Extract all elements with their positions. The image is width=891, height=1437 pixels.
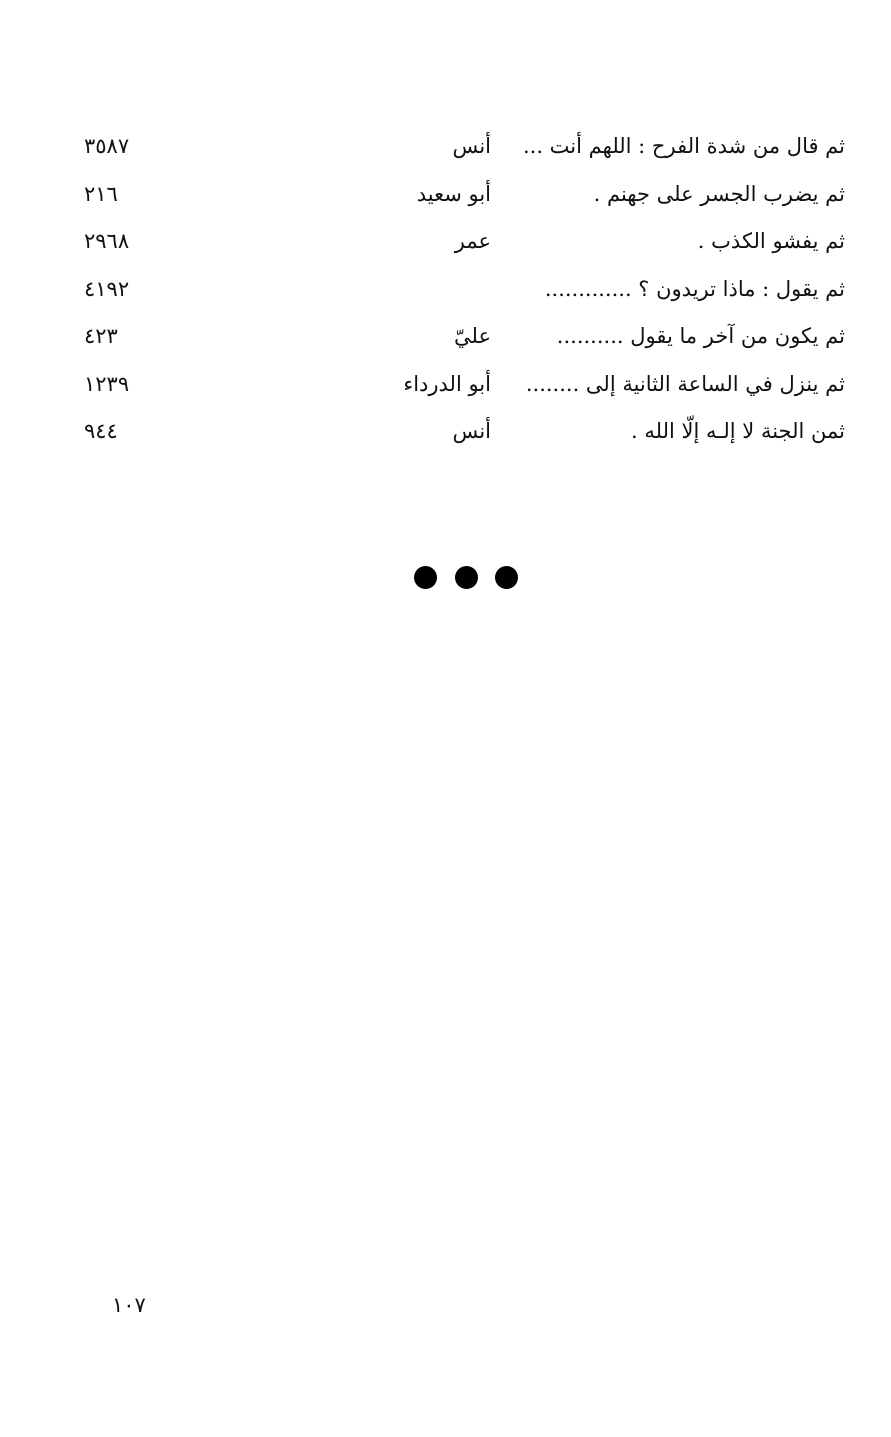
entry-text: ثم يضرب الجسر على جهنم .	[593, 181, 845, 206]
hadith-index-list	[0, 126, 891, 459]
entry-number: ٤١٩٢	[84, 276, 130, 301]
entry-narrator: عمر	[454, 229, 491, 253]
index-entry	[0, 316, 891, 364]
entry-number: ٤٢٣	[84, 324, 118, 348]
index-entry	[0, 411, 891, 459]
entry-narrator: أبو الدرداء	[403, 371, 491, 396]
entry-narrator: أبو سعيد	[416, 181, 491, 206]
index-entry	[0, 269, 891, 317]
entry-narrator: أنس	[452, 134, 491, 158]
index-entry	[0, 174, 891, 222]
entry-number: ٣٥٨٧	[84, 134, 130, 158]
entry-text: ثم يكون من آخر ما يقول ..........	[556, 324, 845, 348]
section-end-separator	[414, 564, 518, 590]
index-entry	[0, 221, 891, 269]
entry-text: ثم ينزل في الساعة الثانية إلى ........	[525, 371, 845, 396]
dot-icon	[455, 566, 478, 589]
entry-text: ثمن الجنة لا إلـه إلّا الله .	[631, 419, 845, 443]
entry-number: ٢١٦	[84, 181, 118, 206]
entry-number: ٩٤٤	[84, 419, 118, 443]
index-entry	[0, 126, 891, 174]
index-entry	[0, 364, 891, 412]
entry-number: ١٢٣٩	[84, 371, 130, 396]
dot-icon	[414, 566, 437, 589]
page-number: ١٠٧	[112, 1293, 146, 1317]
entry-number: ٢٩٦٨	[84, 229, 130, 253]
entry-narrator: عليّ	[454, 324, 491, 348]
dot-icon	[495, 566, 518, 589]
entry-text: ثم قال من شدة الفرح : اللهم أنت ...	[522, 134, 845, 158]
entry-narrator: أنس	[452, 419, 491, 443]
entry-text: ثم يقول : ماذا تريدون ؟ .............	[544, 276, 845, 301]
entry-text: ثم يفشو الكذب .	[697, 229, 845, 253]
